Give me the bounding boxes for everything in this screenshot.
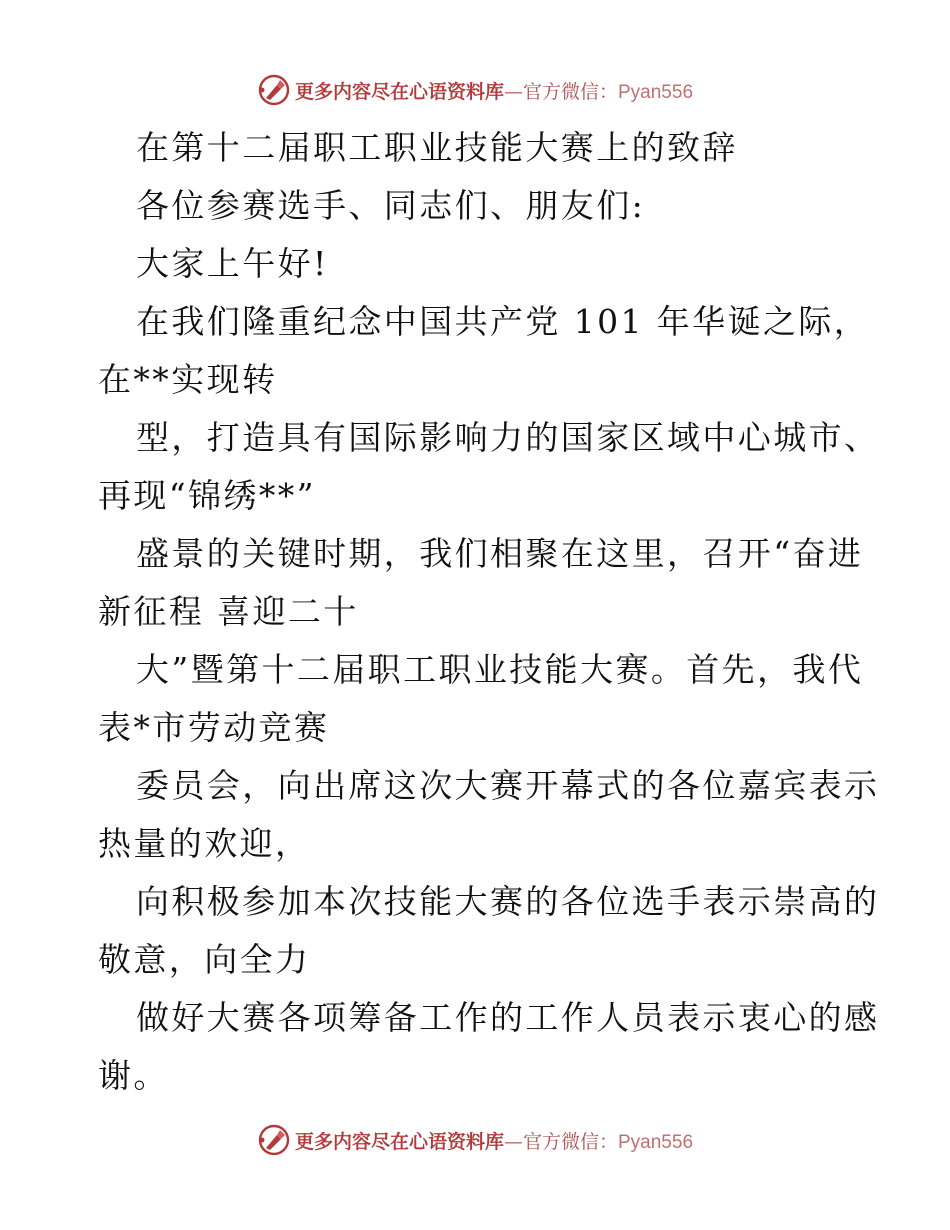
paragraph-line: 在**实现转	[98, 360, 278, 399]
paragraph-line: 大”暨第十二届职工职业技能大赛。首先，我代	[136, 650, 864, 689]
watermark-wechat-id: Pyan556	[618, 81, 694, 103]
paragraph-line: 新征程 喜迎二十	[98, 592, 359, 631]
paragraph-line: 向积极参加本次技能大赛的各位选手表示崇高的	[136, 882, 880, 921]
watermark-wechat-label: 官方微信：	[522, 80, 618, 103]
paragraph-line: 做好大赛各项筹备工作的工作人员表示衷心的感	[136, 998, 880, 1037]
paragraph-line: 再现“锦绣**”	[98, 476, 316, 515]
paragraph-line: 表*市劳动竞赛	[98, 708, 330, 747]
watermark-main: 更多内容尽在心语资料库	[294, 80, 504, 103]
pen-nib-logo-icon	[257, 1123, 291, 1157]
watermark-separator: —	[503, 80, 523, 103]
watermark-wechat-id: Pyan556	[618, 1131, 694, 1153]
paragraph-line: 热量的欢迎，	[98, 824, 311, 863]
paragraph-line: 型，打造具有国际影响力的国家区域中心城市、	[136, 418, 880, 457]
watermark-main: 更多内容尽在心语资料库	[294, 1130, 504, 1153]
watermark-text	[295, 1127, 693, 1154]
watermark-separator: —	[503, 1130, 523, 1153]
document-title: 在第十二届职工职业技能大赛上的致辞	[136, 128, 738, 167]
paragraph-line: 盛景的关键时期，我们相聚在这里，召开“奋进	[136, 534, 864, 573]
paragraph-line: 在我们隆重纪念中国共产党 101 年华诞之际，	[136, 302, 870, 341]
greeting: 大家上午好!	[136, 244, 329, 283]
paragraph-line: 委员会，向出席这次大赛开幕式的各位嘉宾表示	[136, 766, 880, 805]
paragraph-line: 敬意，向全力	[98, 940, 311, 979]
paragraph-line: 谢。	[98, 1056, 169, 1095]
footer-watermark	[0, 1120, 950, 1160]
watermark-wechat-label: 官方微信：	[522, 1130, 618, 1153]
salutation: 各位参赛选手、同志们、朋友们:	[136, 186, 646, 225]
